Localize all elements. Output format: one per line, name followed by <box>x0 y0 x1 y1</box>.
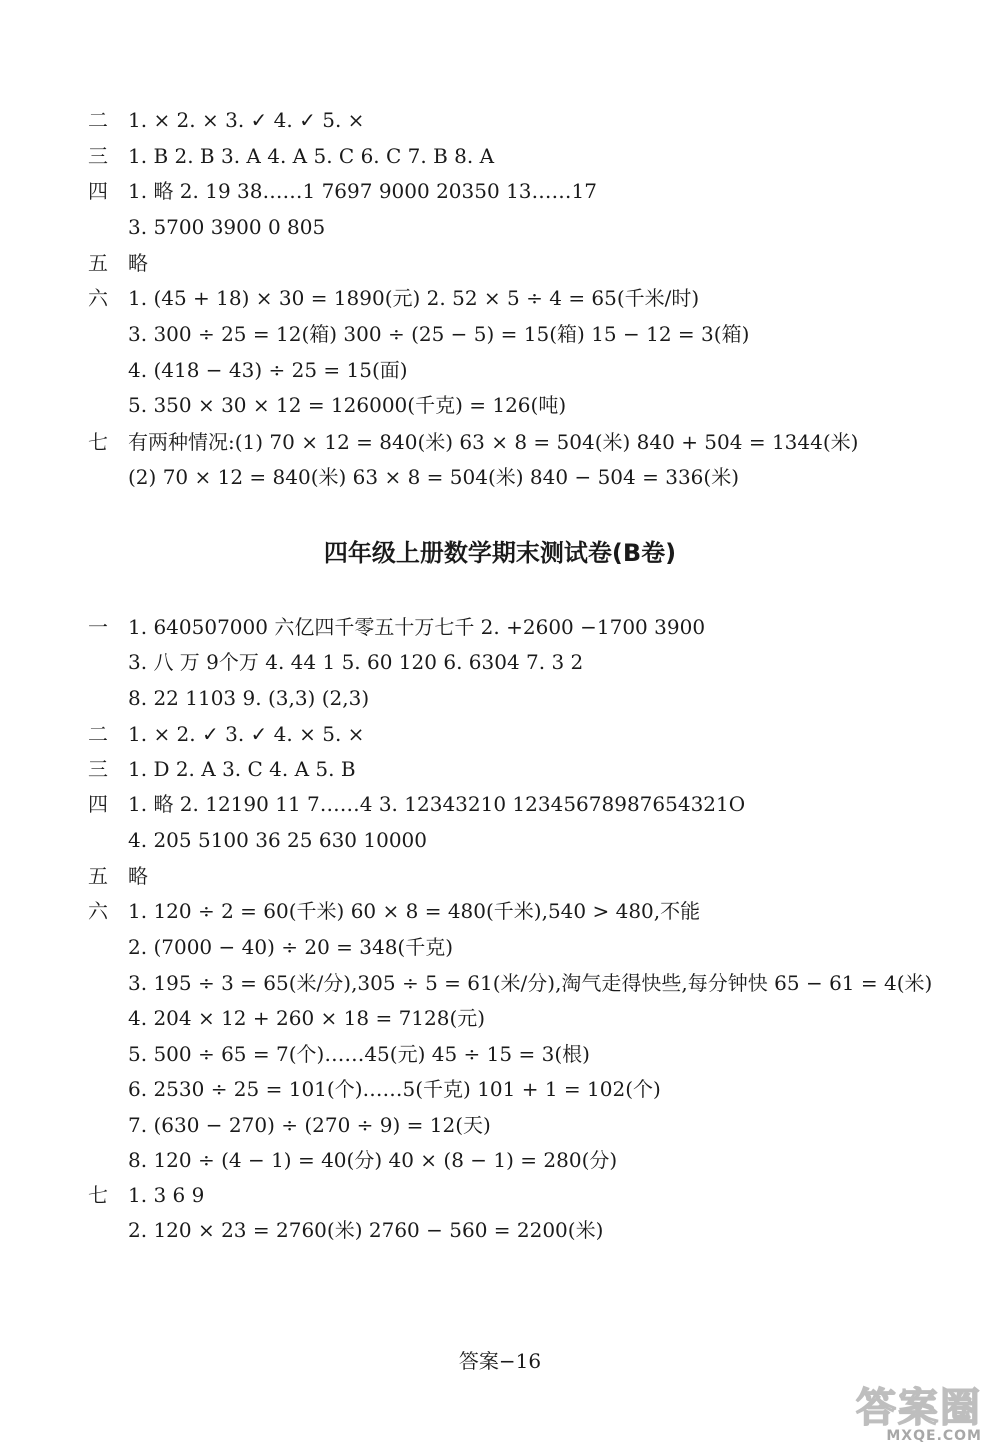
answer-text: 8. 22 1103 9. (3,3) (2,3) <box>128 686 370 710</box>
answer-line <box>88 141 980 171</box>
answer-text: 1. 640507000 六亿四千零五十万七千 2. +2600 −1700 3900 <box>128 615 706 639</box>
answer-line <box>88 176 980 206</box>
answer-text: 有两种情况:(1) 70 × 12 = 840(米) 63 × 8 = 504(米) 840 + 504 = 1344(米) <box>128 430 859 454</box>
answer-line <box>88 647 980 677</box>
answer-line <box>88 896 980 926</box>
test-title: 四年级上册数学期末测试卷(B卷) <box>323 539 677 567</box>
section-marker: 四 <box>88 179 108 203</box>
answer-line <box>88 612 980 642</box>
page-number: 答案−16 <box>458 1349 542 1373</box>
answer-line <box>88 462 980 492</box>
answer-text: 1. D 2. A 3. C 4. A 5. B <box>128 757 356 781</box>
answer-line <box>88 1215 980 1245</box>
answer-line <box>88 1145 980 1175</box>
watermark-url: MXQE.COM <box>886 1428 982 1444</box>
answer-text: (2) 70 × 12 = 840(米) 63 × 8 = 504(米) 840 − 504 = 336(米) <box>128 465 739 489</box>
section-marker: 二 <box>88 722 108 746</box>
answer-text: 3. 八 万 9个万 4. 44 1 5. 60 120 6. 6304 7. 3 2 <box>128 650 584 674</box>
answer-text: 4. (418 − 43) ÷ 25 = 15(面) <box>128 358 408 382</box>
answer-text: 略 <box>128 251 148 275</box>
answer-line <box>88 825 980 855</box>
answer-line <box>88 968 980 998</box>
answer-line <box>88 105 980 135</box>
answer-line <box>88 390 980 420</box>
answer-line <box>88 719 980 749</box>
answer-text: 5. 500 ÷ 65 = 7(个)……45(元) 45 ÷ 15 = 3(根) <box>128 1042 590 1066</box>
answer-line <box>88 1074 980 1104</box>
answer-text: 8. 120 ÷ (4 − 1) = 40(分) 40 × (8 − 1) = 280(分) <box>128 1148 618 1172</box>
answer-line <box>88 212 980 242</box>
answer-line <box>88 248 980 278</box>
answer-line <box>88 283 980 313</box>
answer-text: 2. (7000 − 40) ÷ 20 = 348(千克) <box>128 935 454 959</box>
answer-text: 1. (45 + 18) × 30 = 1890(元) 2. 52 × 5 ÷ 4 = 65(千米/时) <box>128 286 700 310</box>
watermark-logo: 答案圈 <box>856 1385 982 1431</box>
answer-text: 3. 5700 3900 0 805 <box>128 215 326 239</box>
section-marker: 七 <box>88 430 108 454</box>
answer-line <box>88 427 980 457</box>
answer-text: 1. × 2. × 3. ✓ 4. ✓ 5. × <box>128 108 365 132</box>
answer-text: 6. 2530 ÷ 25 = 101(个)……5(千克) 101 + 1 = 102(个) <box>128 1077 661 1101</box>
section-marker: 五 <box>88 251 108 275</box>
answer-line <box>88 683 980 713</box>
section-marker: 一 <box>88 615 108 639</box>
answer-line <box>88 789 980 819</box>
answer-line <box>88 1039 980 1069</box>
answer-line <box>88 861 980 891</box>
answer-line <box>88 1110 980 1140</box>
answer-line <box>88 754 980 784</box>
answer-text: 1. B 2. B 3. A 4. A 5. C 6. C 7. B 8. A <box>128 144 495 168</box>
section-marker: 七 <box>88 1183 108 1207</box>
answer-text: 略 <box>128 864 148 888</box>
section-marker: 三 <box>88 144 108 168</box>
answer-line <box>88 319 980 349</box>
section-marker: 六 <box>88 899 108 923</box>
answer-text: 3. 300 ÷ 25 = 12(箱) 300 ÷ (25 − 5) = 15(箱) 15 − 12 = 3(箱) <box>128 322 750 346</box>
answer-text: 1. × 2. ✓ 3. ✓ 4. × 5. × <box>128 722 365 746</box>
watermark <box>802 1385 982 1444</box>
answer-text: 7. (630 − 270) ÷ (270 ÷ 9) = 12(天) <box>128 1113 491 1137</box>
answer-text: 1. 略 2. 12190 11 7……4 3. 12343210 12345678987654321O <box>128 792 746 816</box>
answer-text: 5. 350 × 30 × 12 = 126000(千克) = 126(吨) <box>128 393 567 417</box>
section-marker: 二 <box>88 108 108 132</box>
answer-text: 2. 120 × 23 = 2760(米) 2760 − 560 = 2200(米) <box>128 1218 604 1242</box>
answer-text: 4. 204 × 12 + 260 × 18 = 7128(元) <box>128 1006 486 1030</box>
answer-text: 1. 略 2. 19 38……1 7697 9000 20350 13……17 <box>128 179 597 203</box>
answer-text: 3. 195 ÷ 3 = 65(米/分),305 ÷ 5 = 61(米/分),淘气走得快些,每分钟快 65 − 61 = 4(米) <box>128 971 933 995</box>
answer-text: 4. 205 5100 36 25 630 10000 <box>128 828 427 852</box>
answer-line <box>88 1003 980 1033</box>
section-marker: 三 <box>88 757 108 781</box>
section-marker: 五 <box>88 864 108 888</box>
answer-text: 1. 120 ÷ 2 = 60(千米) 60 × 8 = 480(千米),540 > 480,不能 <box>128 899 701 923</box>
section-marker: 六 <box>88 286 108 310</box>
section-marker: 四 <box>88 792 108 816</box>
answer-line <box>88 1180 980 1210</box>
answer-line <box>88 355 980 385</box>
answer-line <box>88 932 980 962</box>
answer-text: 1. 3 6 9 <box>128 1183 205 1207</box>
